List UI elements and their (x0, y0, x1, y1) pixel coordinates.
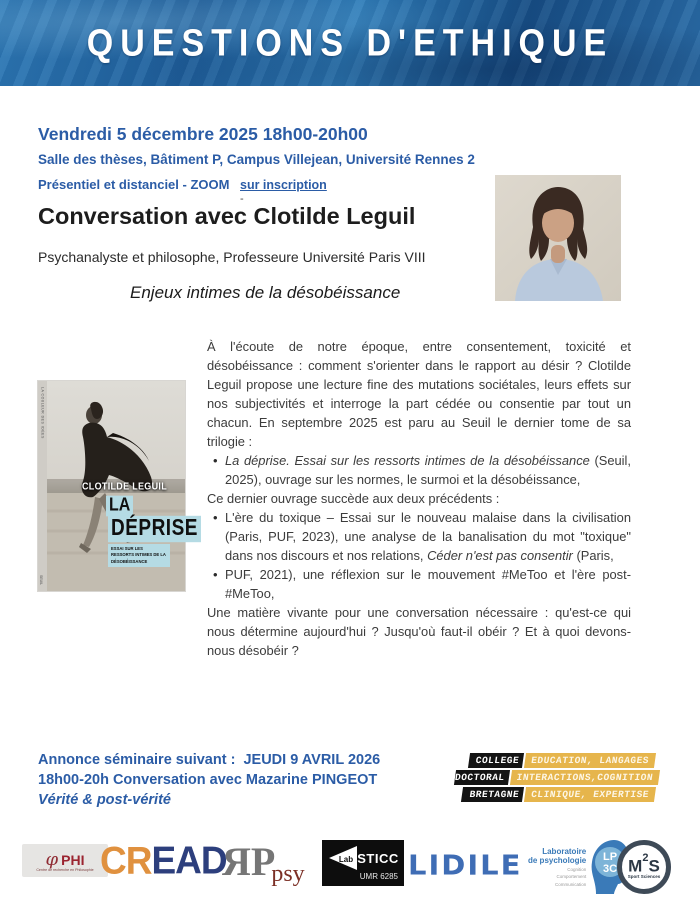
cover-subtitle: ESSAI SUR LES RESSORTS INTIMES DE LA DÉSOBÉISSANCE (108, 544, 170, 567)
page-title: QUESTIONS D'ETHIQUE (86, 21, 614, 64)
badge-label-left: DOCTORAL (454, 770, 510, 785)
event-mode: Présentiel et distanciel - ZOOM (38, 177, 230, 192)
lp3c-sub2: Comportement (556, 874, 587, 880)
portrait-illustration (495, 175, 621, 301)
phi-logo-row (46, 849, 85, 870)
labsticc-triangle-icon (327, 845, 357, 871)
announcement-line2: 18h00-20h Conversation avec Mazarine PINGEOT (38, 772, 378, 788)
cover-title-line1: LA (106, 496, 133, 517)
event-topic: Enjeux intimes de la désobéissance (130, 283, 401, 302)
svg-text:LP: LP (603, 851, 618, 863)
book-cover (38, 381, 198, 591)
work-detail: PUF, 2021), une réflexion sur le mouvement #MeToo et l'ère post-#MeToo, (225, 567, 631, 601)
phi-name: PHI (61, 852, 85, 868)
book-publisher: SEUIL (39, 574, 43, 585)
cover-title-line2: DÉPRISE (108, 516, 201, 542)
list-item (207, 451, 631, 489)
lidile-logo: LIDILE (408, 848, 523, 882)
between-line: Ce dernier ouvrage succède aux deux précédents : (207, 491, 500, 506)
badge-label-right: CLINIQUE, EXPERTISE (524, 787, 656, 802)
list-item (207, 565, 631, 603)
badge-label-left: BRETAGNE (461, 787, 524, 802)
work-title-italic: La déprise. Essai sur les ressorts intimes de la désobéissance (225, 453, 590, 468)
works-list-2 (207, 508, 631, 603)
badge-label-left: COLLEGE (468, 753, 524, 768)
phi-caption: Centre de recherche en Philosophie (36, 868, 94, 872)
book-spine (38, 381, 47, 591)
badge-row (468, 753, 656, 768)
svg-text:Lab: Lab (339, 855, 354, 864)
list-item (207, 508, 631, 565)
intro-paragraph: À l'écoute de notre époque, entre consentement, toxicité et désobéissance : comment s'orienter dans le rapport au désir ? Clotilde Leguil propose une lecture fine des mutations sociétales, leurs effets sur nos subjectivités et interroge la part cédée ou consentie par tout un chacun. En septembre 2025 est paru au Seuil le dernier tome de sa trilogie : (207, 339, 631, 449)
rppsy-part2: psy (271, 861, 305, 887)
speaker-role: Psychanalyste et philosophe, Professeure Université Paris VIII (38, 249, 426, 265)
phi-logo (22, 844, 108, 877)
event-title: Conversation avec Clotilde Leguil (38, 203, 416, 229)
cread-logo (100, 839, 227, 883)
lp3c-sub3: Communication (554, 881, 587, 887)
registration-link[interactable]: sur inscription (240, 178, 327, 192)
lp3c-line2: de psychologie (528, 855, 587, 865)
labsticc-logo (322, 840, 404, 886)
work-detail: (Paris, (572, 548, 614, 563)
badge-label-right: INTERACTIONS,COGNITION (510, 770, 661, 785)
college-doctoral-badge (455, 753, 655, 804)
m2s-logo (617, 840, 671, 894)
book-collection: LA COULEUR DES IDÉES (40, 387, 45, 439)
next-seminar-announcement (38, 750, 380, 810)
cread-part1: CR (100, 838, 152, 882)
announcement-line1: Annonce séminaire suivant : JEUDI 9 AVRIL 2026 (38, 752, 381, 768)
lp3c-sub1: Cognition (567, 866, 587, 872)
badge-row (454, 770, 656, 785)
rppsy-part1: ЯP (222, 839, 276, 884)
badge-row (461, 787, 656, 802)
cover-author: CLOTILDE LEGUIL (82, 480, 167, 492)
labsticc-row (327, 845, 399, 871)
phi-symbol-icon: φ (45, 849, 59, 870)
lp3c-text-column (528, 847, 586, 888)
cread-part2: EAD (151, 838, 227, 882)
work-detail: (Seuil, 2025), ouvrage sur les normes, le surmoi et la désobéissance, (225, 453, 631, 487)
closing-paragraph: Une matière vivante pour une conversation nécessaire : qu'est-ce qui nous détermine aujourd'hui ? Jusqu'où faut-il obéir ? Et à quoi devons-nous désobéir ? (207, 605, 631, 658)
m2s-name: $M^2S$ (628, 851, 660, 876)
partner-logos (0, 832, 700, 902)
lp3c-line1: Laboratoire (542, 846, 587, 856)
small-dash: - (240, 193, 244, 205)
banner (0, 0, 700, 86)
announcement-line3: Vérité & post-vérité (38, 792, 171, 808)
event-location: Salle des thèses, Bâtiment P, Campus Villejean, Université Rennes 2 (38, 152, 475, 167)
svg-text:3C: 3C (603, 863, 618, 875)
event-datetime: Vendredi 5 décembre 2025 18h00-20h00 (38, 124, 368, 144)
labsticc-umr: UMR 6285 (359, 872, 398, 881)
m2s-subtitle: Sport Sciences (627, 874, 661, 880)
labsticc-name: STICC (357, 850, 399, 866)
badge-label-right: EDUCATION, LANGAGES (524, 753, 656, 768)
work-detail: L'ère du toxique – Essai sur le nouveau malaise dans la civilisation (Paris, PUF, 2023), une analyse de la banalisation du mot "toxique" dans nos discours et nos relations, (225, 510, 631, 563)
speaker-portrait-photo (495, 175, 621, 301)
body-text (207, 337, 631, 660)
works-list (207, 451, 631, 489)
work-title-italic: Céder n'est pas consentir (427, 548, 573, 563)
rppsy-logo (222, 838, 309, 885)
